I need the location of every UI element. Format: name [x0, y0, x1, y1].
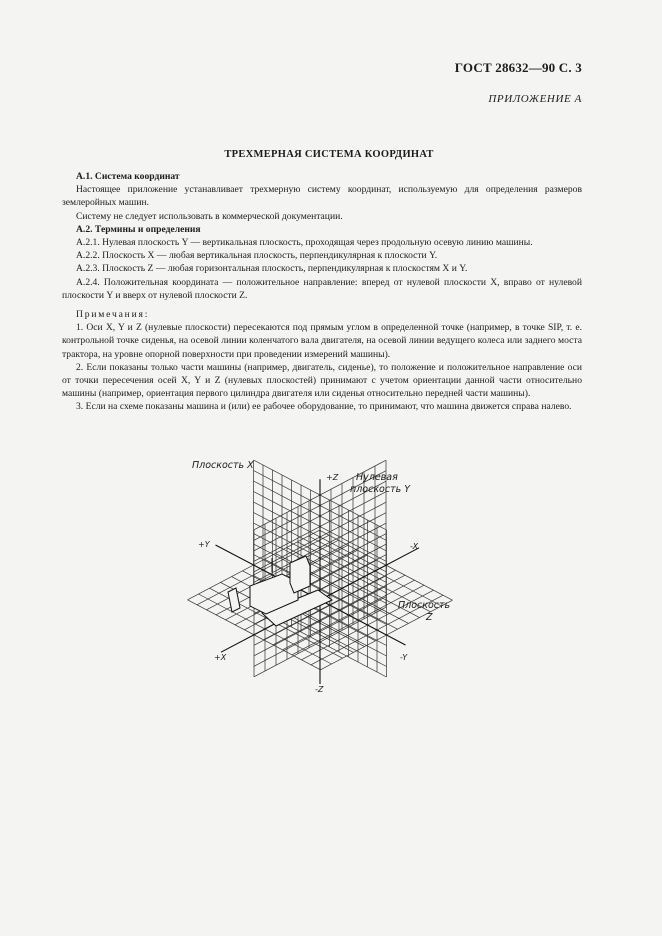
- document-reference: ГОСТ 28632—90 С. 3: [454, 60, 582, 75]
- plane-z-label-line-1: Плоскость: [398, 600, 451, 611]
- definition-a2-4: А.2.4. Положительная координата — положительное направление: вперед от нулевой плоскости X, вправо от нулевой плоскости Y и вверх от нулевой плоскости Z.: [62, 276, 582, 301]
- plane-x-label: Плоскость X: [192, 460, 254, 471]
- note-3: 3. Если на схеме показаны машина и (или) ее рабочее оборудование, то принимают, что машина движется справа налево.: [76, 401, 572, 413]
- axis-label-pos-y: +Y: [198, 540, 210, 549]
- plane-y-label-line-1: Нулевая: [356, 472, 398, 483]
- machine-cab: [290, 556, 310, 593]
- paragraph-a1-2: Систему не следует использовать в коммерческой документации.: [76, 210, 343, 222]
- axis-label-neg-y: -Y: [400, 653, 408, 662]
- definition-a2-1: А.2.1. Нулевая плоскость Y — вертикальная плоскость, проходящая через продольную осевую линию машины.: [76, 237, 533, 249]
- axis-label-neg-z: -Z: [315, 685, 324, 694]
- coordinate-system-diagram: [170, 450, 490, 705]
- paragraph-a1-1: Настоящее приложение устанавливает трехмерную систему координат, используемую для определения размеров землеройных машин.: [62, 184, 582, 209]
- notes-heading: Примечания:: [76, 309, 150, 321]
- page-title: ТРЕХМЕРНАЯ СИСТЕМА КООРДИНАТ: [224, 149, 434, 160]
- plane-z-label-line-2: Z: [426, 612, 433, 623]
- body-text: [62, 170, 582, 414]
- axis-label-pos-x: +X: [214, 653, 227, 662]
- plane-y-label-line-2: плоскость Y: [350, 484, 411, 495]
- axis-label-neg-x: -X: [410, 542, 419, 551]
- definition-a2-3: А.2.3. Плоскость Z — любая горизонтальная плоскость, перпендикулярная к плоскостям X и Y.: [76, 263, 468, 275]
- section-heading-a1: А.1. Система координат: [76, 171, 180, 182]
- axis-label-pos-z: +Z: [326, 473, 339, 482]
- note-2: 2. Если показаны только части машины (например, двигатель, сиденье), то положение и положительное направление оси от точки пересечения осей X, Y и Z (нулевых плоскостей) принимают с учетом ориентации данной части относительно машины (например, ориентация первого цилиндра двигателя или сиденья относительно передней части машины).: [62, 361, 582, 400]
- coordinate-system-figure: [170, 450, 490, 705]
- section-heading-a2: А.2. Термины и определения: [76, 223, 201, 235]
- appendix-label: ПРИЛОЖЕНИЕ А: [488, 93, 582, 105]
- note-1: 1. Оси X, Y и Z (нулевые плоскости) пересекаются под прямым углом в определенной точке (например, в точке SIP, т. е. контрольной точке сиденья, на осевой линии коленчатого вала двигателя, на осевой линии ведущего колеса или заднего моста трактора, на уровне опорной поверхности при проведении измерений машины).: [62, 322, 582, 360]
- definition-a2-2: А.2.2. Плоскость X — любая вертикальная плоскость, перпендикулярная к плоскости Y.: [76, 250, 438, 262]
